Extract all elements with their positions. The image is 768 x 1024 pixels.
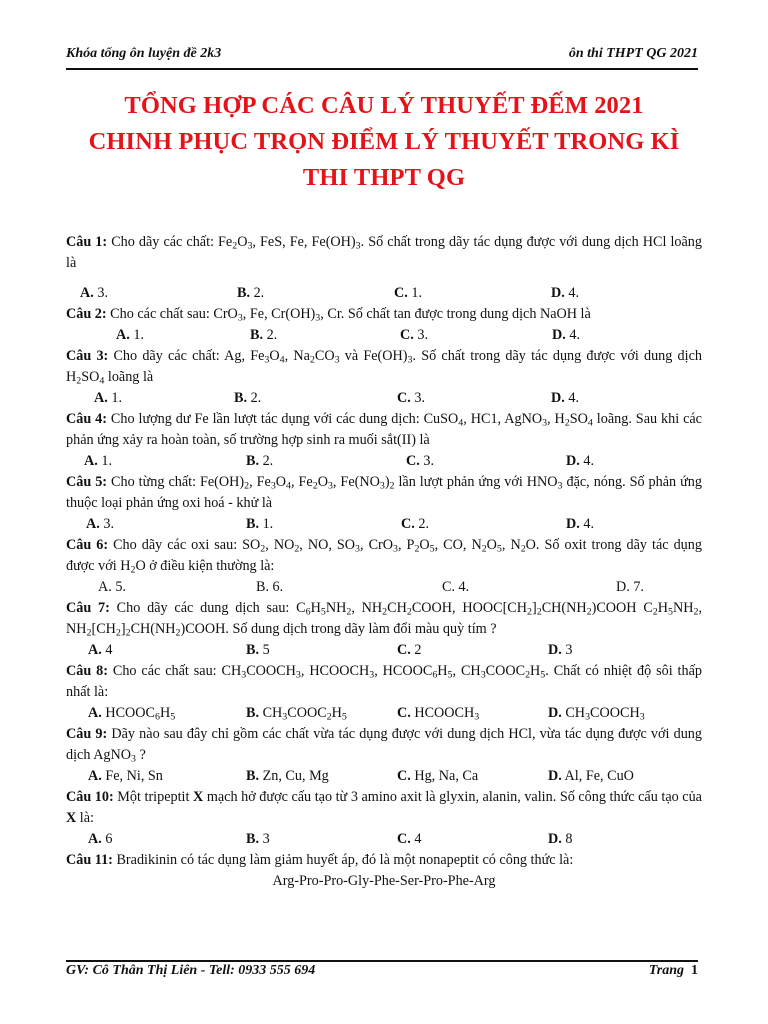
answer-options-4	[66, 451, 702, 472]
option-b: B. 6.	[256, 579, 284, 595]
option-b: B. Zn, Cu, Mg	[246, 768, 329, 784]
answer-options-8	[66, 703, 702, 724]
question-1: Câu 1: Cho dãy các chất: $Fe_2O_3$, FeS, Fe, $Fe(OH)_3$. Số chất trong dãy tác dụng được với dung dịch HCl loãng là	[66, 234, 702, 271]
option-b: B. $CH_3COOC_2H_5$	[246, 705, 347, 723]
answer-options-2	[66, 325, 702, 346]
question-10: Câu 10: Một tripeptit X mạch hở được cấu tạo từ 3 amino axit là glyxin, alanin, valin. Số công thức cấu tạo của X là:	[66, 789, 702, 826]
option-c: C. 2	[397, 642, 422, 658]
option-d: D. 8	[548, 831, 573, 847]
answer-options-1	[66, 283, 702, 304]
question-label: Câu 8:	[66, 663, 108, 679]
question-2: Câu 2: Cho các chất sau: CrO$_3$, Fe, $Cr(OH)_3$, Cr. Số chất tan được trong dung dịch NaOH là	[66, 306, 591, 324]
option-a: A. Fe, Ni, Sn	[88, 768, 163, 784]
question-9: Câu 9: Dãy nào sau đây chỉ gồm các chất vừa tác dụng được với dung dịch HCl, vừa tác dụng được với dung dịch AgNO$_3$ ?	[66, 726, 702, 765]
option-b: B. 1.	[246, 516, 274, 532]
footer-teacher: GV: Cô Thân Thị Liên - Tell: 0933 555 694	[66, 963, 316, 978]
option-b: B. 2.	[234, 390, 262, 406]
option-d: D. 4.	[566, 453, 594, 469]
question-7: Câu 7: Cho dãy các dung dịch sau: $C_6H_5NH_2$, $NH_2CH_2COOH$, $HOOC[CH_2]_2CH(NH_2)COOH$ $C_2H_5NH_2$, $NH_2[CH_2]_2CH(NH_2)COOH$. Số dung dịch trong dãy làm đổi màu quỳ tím ?	[66, 600, 702, 639]
option-d: D. 4.	[552, 327, 580, 343]
option-a: A. 6	[88, 831, 113, 847]
question-6: Câu 6: Cho dãy các oxi sau: $SO_2$, $NO_2$, NO, $SO_3$, CrO$_3$, $P_2O_5$, CO, $N_2O_5$, $N_2O$. Số oxit trong dãy tác dụng được với $H_2O$ ở điều kiện thường là:	[66, 537, 702, 576]
question-label: Câu 11:	[66, 852, 113, 868]
page-number: Trang 1	[648, 963, 698, 978]
question-4: Câu 4: Cho lượng dư Fe lần lượt tác dụng với các dung dịch: CuSO$_4$, HC1, AgNO$_3$, $H_2SO_4$ loãng. Sau khi các phản ứng xảy ra hoàn toàn, số trường hợp sinh ra muối sắt(II) là	[66, 411, 702, 448]
option-b: B. 2.	[237, 285, 265, 301]
header-course: Khóa tổng ôn luyện đề 2k3	[66, 46, 222, 61]
question-label: Câu 3:	[66, 348, 109, 364]
question-3: Câu 3: Cho dãy các chất: Ag, $Fe_3O_4$, $Na_2CO_3$ và $Fe(OH)_3$. Số chất trong dãy tác dụng được với dung dịch $H_2SO_4$ loãng là	[66, 348, 702, 387]
option-a: A. 5.	[98, 579, 126, 595]
option-c: C. 4.	[442, 579, 470, 595]
answer-options-7	[66, 640, 702, 661]
option-c: C. $HCOOCH_3$	[397, 705, 480, 723]
question-label: Câu 6:	[66, 537, 109, 553]
option-d: D. 4.	[551, 285, 579, 301]
option-a: A. 3.	[80, 285, 108, 301]
header-exam: ôn thi THPT QG 2021	[568, 46, 698, 61]
question-label: Câu 9:	[66, 726, 108, 742]
option-d: D. 4.	[551, 390, 579, 406]
answer-options-6	[66, 577, 702, 598]
option-a: A. 3.	[86, 516, 114, 532]
option-c: C. 3.	[406, 453, 434, 469]
peptide-formula: Arg-Pro-Pro-Gly-Phe-Ser-Pro-Phe-Arg	[272, 873, 496, 889]
option-c: C. 1.	[394, 285, 422, 301]
option-d: D. 3	[548, 642, 573, 658]
question-label: Câu 1:	[66, 234, 108, 250]
title-line-3: THI THPT QG	[302, 164, 466, 191]
answer-options-10	[66, 829, 702, 850]
question-list	[66, 232, 702, 892]
answer-options-3	[66, 388, 702, 409]
option-c: C. 3.	[400, 327, 428, 343]
question-11: Câu 11: Bradikinin có tác dụng làm giảm huyết áp, đó là một nonapeptit có công thức là:	[66, 852, 574, 868]
option-b: B. 2.	[246, 453, 274, 469]
page-footer	[66, 960, 698, 981]
question-label: Câu 5:	[66, 474, 108, 490]
option-b: B. 3	[246, 831, 270, 847]
option-a: A. 1.	[116, 327, 144, 343]
option-a: A. 1.	[84, 453, 112, 469]
question-label: Câu 4:	[66, 411, 107, 427]
answer-options-9	[66, 766, 702, 787]
question-label: Câu 10:	[66, 789, 114, 805]
option-d: D. 4.	[566, 516, 594, 532]
option-d: D. Al, Fe, CuO	[548, 768, 634, 784]
option-d: D. 7.	[616, 579, 644, 595]
page-header	[66, 46, 698, 70]
option-b: B. 5	[246, 642, 270, 658]
question-label: Câu 2:	[66, 306, 107, 322]
question-label: Câu 7:	[66, 600, 110, 616]
option-c: C. 3.	[397, 390, 425, 406]
option-c: C. 4	[397, 831, 422, 847]
option-c: C. Hg, Na, Ca	[397, 768, 479, 784]
option-a: A. $HCOOC_6H_5$	[88, 705, 176, 723]
option-a: A. 1.	[94, 390, 122, 406]
answer-options-5	[66, 514, 702, 535]
option-d: D. $CH_3COOCH_3$	[548, 705, 645, 723]
question-5: Câu 5: Cho từng chất: $Fe(OH)_2$, $Fe_3O_4$, $Fe_2O_3$, $Fe(NO_3)_2$ lần lượt phản ứng với $HNO_3$ đặc, nóng. Số phản ứng thuộc loại phản ứng oxi hoá - khử là	[66, 474, 702, 511]
document-title	[66, 88, 702, 196]
option-a: A. 4	[88, 642, 113, 658]
question-8: Câu 8: Cho các chất sau: $CH_3COOCH_3$, $HCOOCH_3$, $HCOOC_6H_5$, $CH_3COOC_2H_5$. Chất có nhiệt độ sôi thấp nhất là:	[66, 663, 702, 700]
option-b: B. 2.	[250, 327, 278, 343]
title-line-1: TỔNG HỢP CÁC CÂU LÝ THUYẾT ĐẾM 2021	[124, 92, 644, 119]
title-line-2: CHINH PHỤC TRỌN ĐIỂM LÝ THUYẾT TRONG KÌ	[88, 128, 680, 155]
option-c: C. 2.	[401, 516, 429, 532]
